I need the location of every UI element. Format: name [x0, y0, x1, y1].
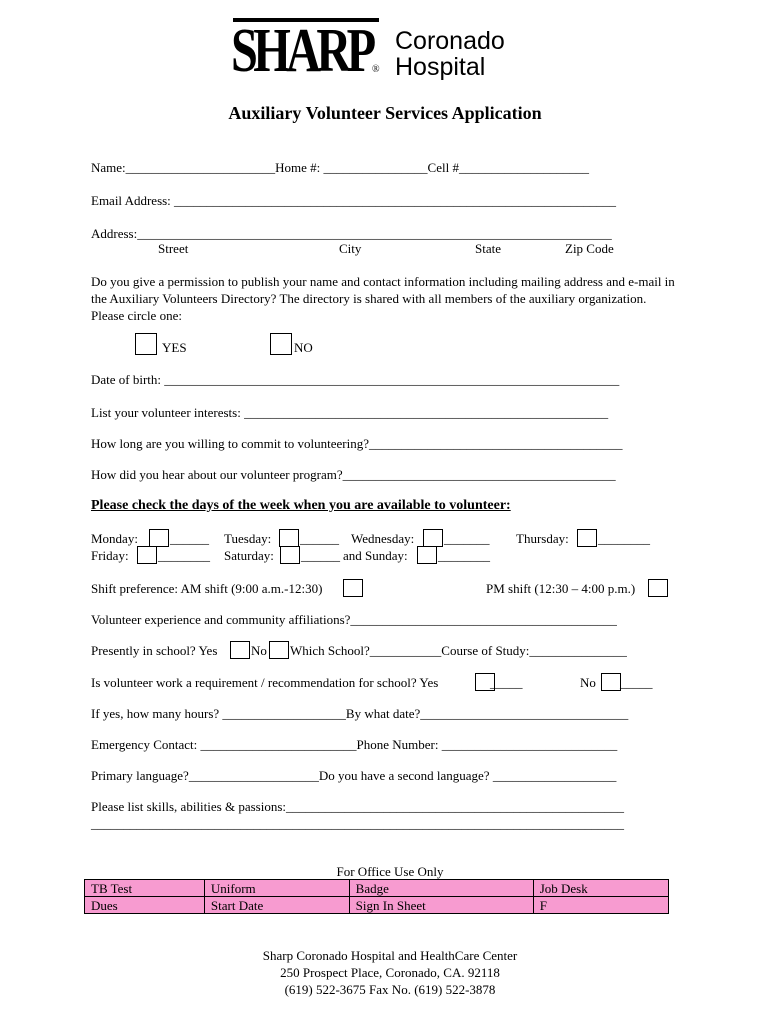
sunday-checkbox[interactable]	[417, 546, 437, 564]
logo-name-line2: Hospital	[395, 53, 486, 81]
thursday-blank: ________	[598, 531, 650, 546]
name-line: Name:_______________________Home #: ________________Cell #____________________	[91, 160, 589, 175]
shift-pm-label: PM shift (12:30 – 4:00 p.m.)	[486, 581, 636, 596]
footer	[0, 947, 770, 998]
table-cell: Dues	[85, 897, 205, 914]
days-heading: Please check the days of the week when you are available to volunteer:	[91, 498, 511, 513]
tuesday-blank: ______	[300, 531, 339, 546]
interests-line: List your volunteer interests: ________________________________________________________	[91, 405, 609, 420]
monday-blank: ______	[170, 531, 209, 546]
school-no-checkbox[interactable]	[269, 641, 289, 659]
footer-line2: 250 Prospect Place, Coronado, CA. 92118	[280, 965, 500, 980]
commit-line: How long are you willing to commit to volunteering?_______________________________________	[91, 436, 623, 451]
address-city-label: City	[339, 241, 362, 256]
table-cell: Badge	[349, 880, 533, 897]
thursday-checkbox[interactable]	[577, 529, 597, 547]
experience-line: Volunteer experience and community affiliations?_________________________________________	[91, 612, 617, 627]
friday-label: Friday:	[91, 548, 129, 563]
friday-checkbox[interactable]	[137, 546, 157, 564]
logo-brand: SHARP	[231, 17, 372, 85]
table-cell: TB Test	[85, 880, 205, 897]
office-use-heading: For Office Use Only	[336, 864, 444, 879]
school-which-line: Which School?___________Course of Study:_______________	[290, 643, 627, 658]
table-cell: F	[533, 897, 668, 914]
yes-label: YES	[162, 340, 187, 355]
address-state-label: State	[475, 241, 501, 256]
friday-blank: ________	[158, 548, 210, 563]
table-cell: Job Desk	[533, 880, 668, 897]
requirement-no-blank: _____	[620, 675, 653, 690]
table-cell: Start Date	[204, 897, 349, 914]
hours-line: If yes, how many hours? ___________________By what date?________________________________	[91, 706, 629, 721]
logo-name-line1: Coronado	[395, 27, 505, 55]
monday-label: Monday:	[91, 531, 138, 546]
wednesday-blank: _______	[444, 531, 490, 546]
skills-line-2: __________________________________________________________________________________	[91, 816, 624, 831]
school-yes-checkbox[interactable]	[230, 641, 250, 659]
shift-am-label: Shift preference: AM shift (9:00 a.m.-12:30)	[91, 581, 323, 596]
footer-line1: Sharp Coronado Hospital and HealthCare Center	[262, 948, 518, 963]
tuesday-checkbox[interactable]	[279, 529, 299, 547]
am-shift-checkbox[interactable]	[343, 579, 363, 597]
dob-line: Date of birth: ______________________________________________________________________	[91, 372, 620, 387]
table-cell: Sign In Sheet	[349, 897, 533, 914]
monday-checkbox[interactable]	[149, 529, 169, 547]
address-zip-label: Zip Code	[565, 241, 614, 256]
emergency-line: Emergency Contact: ________________________Phone Number: ___________________________	[91, 737, 618, 752]
requirement-question: Is volunteer work a requirement / recommendation for school? Yes	[91, 675, 439, 690]
table-row	[85, 897, 669, 914]
table-row	[85, 880, 669, 897]
hear-line: How did you hear about our volunteer program?__________________________________________	[91, 467, 616, 482]
saturday-blank: ______	[301, 548, 340, 563]
requirement-no-checkbox[interactable]	[601, 673, 621, 691]
no-checkbox[interactable]	[270, 333, 292, 355]
language-line: Primary language?____________________Do you have a second language? ___________________	[91, 768, 617, 783]
requirement-yes-blank: _____	[490, 675, 523, 690]
thursday-label: Thursday:	[516, 531, 569, 546]
table-cell: Uniform	[204, 880, 349, 897]
wednesday-label: Wednesday:	[351, 531, 415, 546]
address-street-label: Street	[158, 241, 189, 256]
saturday-label: Saturday:	[224, 548, 274, 563]
no-label: NO	[294, 340, 313, 355]
skills-line: Please list skills, abilities & passions:____________________________________________________	[91, 799, 624, 814]
school-question: Presently in school? Yes	[91, 643, 218, 658]
requirement-no-label: No	[580, 675, 596, 690]
sunday-label: and Sunday:	[343, 548, 408, 563]
logo-registered-mark: ®	[372, 64, 380, 75]
sunday-blank: ________	[438, 548, 490, 563]
email-line: Email Address: ____________________________________________________________________	[91, 193, 617, 208]
pm-shift-checkbox[interactable]	[648, 579, 668, 597]
permission-question: Do you give a permission to publish your name and contact information including mailing address and e-mail in the Auxiliary Volunteers Directory? The directory is shared with all members of the auxiliary organization. Please circle one:	[91, 274, 675, 323]
footer-line3: (619) 522-3675 Fax No. (619) 522-3878	[284, 982, 496, 997]
page-title: Auxiliary Volunteer Services Application	[228, 103, 542, 123]
saturday-checkbox[interactable]	[280, 546, 300, 564]
address-line: Address:_________________________________________________________________________	[91, 226, 612, 241]
wednesday-checkbox[interactable]	[423, 529, 443, 547]
yes-checkbox[interactable]	[135, 333, 157, 355]
tuesday-label: Tuesday:	[224, 531, 272, 546]
school-no-label: No	[251, 643, 267, 658]
office-use-table	[84, 879, 669, 914]
